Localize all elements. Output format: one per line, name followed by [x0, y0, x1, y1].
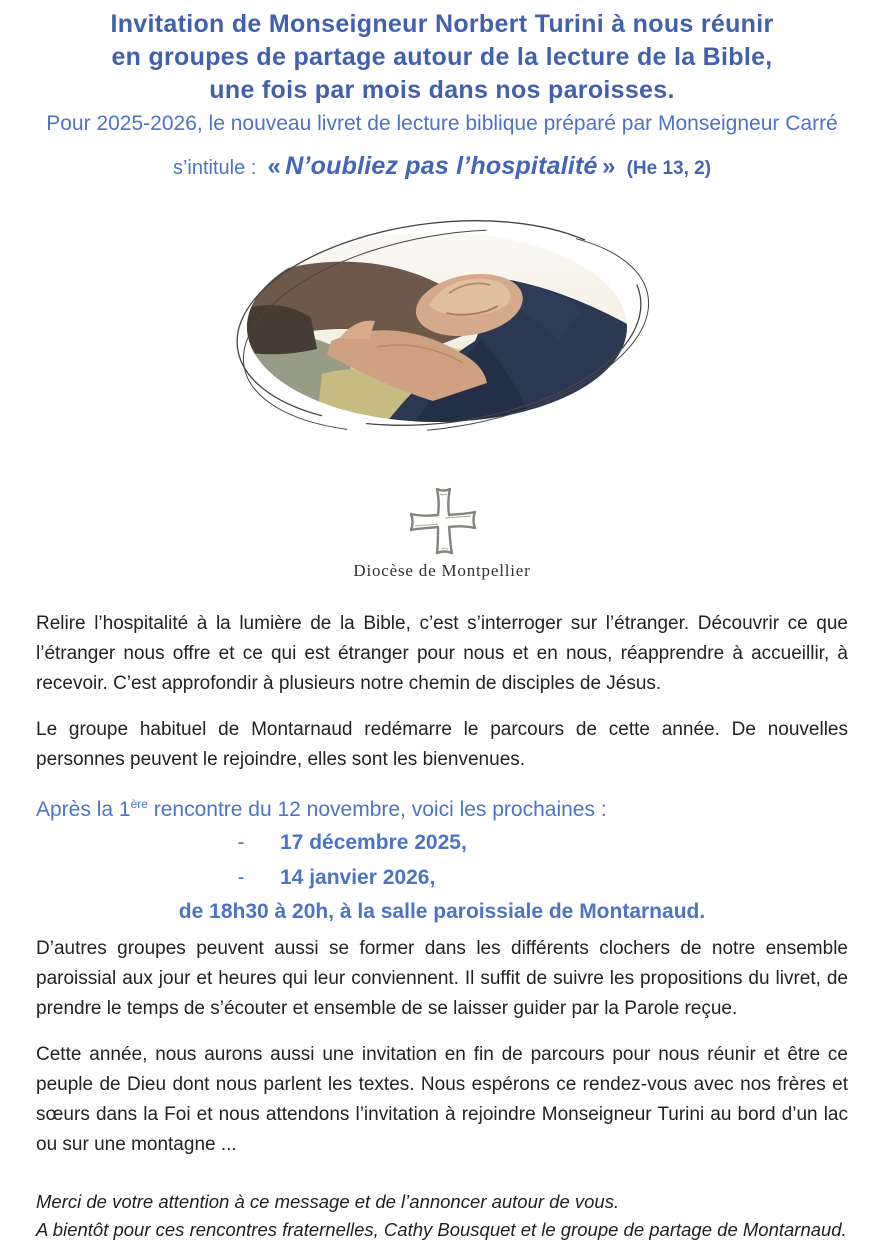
booklet-title-text: N’oubliez pas l’hospitalité: [285, 152, 598, 180]
paragraph-hospitality: Relire l’hospitalité à la lumière de la Bible, c’est s’interroger sur l’étranger. Découvrir ce que l’étranger nous offre et ce qui est étranger pour nous et en nous, réapprendre à accueillir, à recevoir. C’est approfondir à plusieurs notre chemin de disciples de Jésus.: [36, 613, 848, 694]
title-line-1: Invitation de Monseigneur Norbert Turini à nous réunir: [110, 10, 774, 38]
booklet-title-line: [36, 152, 848, 181]
clasped-hands-photo: [227, 219, 657, 435]
schedule-date: 17 décembre 2025,: [280, 831, 467, 854]
diocese-caption: Diocèse de Montpellier: [353, 561, 531, 580]
diocese-cross-icon: [402, 485, 482, 557]
document-footer: [36, 1188, 848, 1244]
subtitle: Pour 2025-2026, le nouveau livret de lecture biblique préparé par Monseigneur Carré: [46, 112, 838, 135]
paragraph-group-montarnaud: Le groupe habituel de Montarnaud redémarre le parcours de cette année. De nouvelles personnes peuvent le rejoindre, elles sont les bienvenues.: [36, 719, 848, 770]
page-title: [36, 8, 848, 107]
list-dash: -: [237, 866, 245, 889]
footer-thanks: Merci de votre attention à ce message et de l’annoncer autour de vous.: [36, 1191, 620, 1212]
schedule-time-place: de 18h30 à 20h, à la salle paroissiale de Montarnaud.: [178, 900, 706, 923]
bible-reference: (He 13, 2): [626, 158, 712, 179]
schedule-intro: Après la 1ère rencontre du 12 novembre, voici les prochaines :: [36, 797, 607, 821]
booklet-title-prefix: s’intitule :: [172, 157, 257, 179]
document-body: [36, 609, 848, 1160]
schedule-item-january: [36, 860, 848, 895]
footer-signature: A bientôt pour ces rencontres fraternelles, Cathy Bousquet et le groupe de partage de Montarnaud.: [36, 1219, 847, 1240]
diocese-logo: [36, 485, 848, 581]
paragraph-end-of-course: Cette année, nous aurons aussi une invitation en fin de parcours pour nous réunir et être ce peuple de Dieu dont nous parlent les textes. Nous espérons ce rendez-vous avec nos frères et sœurs dans la Foi et nous attendons l’invitation à rejoindre Monseigneur Turini au bord d’un lac ou sur une montagne ...: [36, 1044, 848, 1155]
paragraph-other-groups: D’autres groupes peuvent aussi se former dans les différents clochers de notre ensemble paroissial aux jour et heures qui leur conviennent. Il suffit de suivre les propositions du livret, de prendre le temps de s’écouter et ensemble de se laisser guider par la Parole reçue.: [36, 938, 848, 1019]
schedule-date: 14 janvier 2026,: [280, 866, 436, 889]
quote-open-mark: «: [267, 153, 281, 180]
clasped-hands-photo-svg: [227, 219, 657, 435]
list-dash: -: [237, 831, 245, 854]
title-line-3: une fois par mois dans nos paroisses.: [209, 76, 675, 104]
ordinal-superscript: ère: [130, 797, 148, 811]
schedule-item-december: [36, 825, 848, 860]
title-line-2: en groupes de partage autour de la lecture de la Bible,: [111, 43, 773, 71]
quote-close-mark: »: [602, 153, 616, 180]
